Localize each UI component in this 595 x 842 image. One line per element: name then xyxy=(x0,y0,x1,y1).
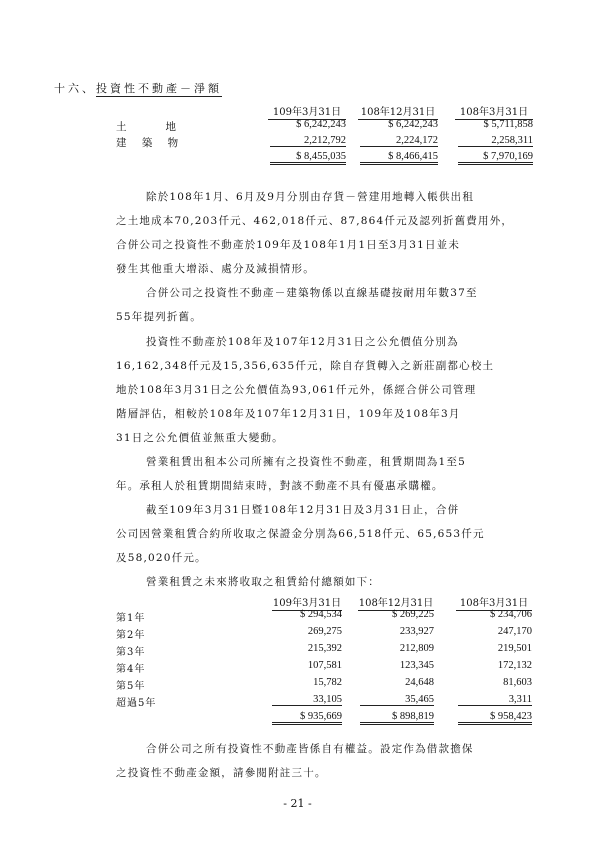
paragraph-line: 階層評估，相較於108年及107年12月31日，109年及108年3月 xyxy=(116,408,461,420)
table2-cell: 233,927 xyxy=(399,626,434,637)
paragraph-line: 除於108年1月、6月及9月分別由存貨－營建用地轉入帳供出租 xyxy=(146,191,475,203)
table2-total: $ 958,423 xyxy=(458,711,532,725)
table1-total: $ 8,455,035 xyxy=(270,151,346,165)
paragraph-line: 投資性不動產於108年及107年12月31日之公允價值分別為 xyxy=(146,336,459,348)
paragraph-line: 合併公司之投資性不動產於109年及108年1月1日至3月31日並未 xyxy=(116,239,461,251)
table2-cell: 107,581 xyxy=(307,660,342,671)
table2-row-label: 第2年 xyxy=(116,630,146,641)
table1-cell: 2,224,172 xyxy=(360,135,438,147)
section-title-text: 投資性不動產－淨額 xyxy=(96,82,222,95)
table1-header-3: 108年3月31日 xyxy=(455,103,533,120)
table2-cell: 3,311 xyxy=(458,694,532,706)
paragraph-line: 16,162,348仟元及15,356,635仟元，除自存貨轉入之新莊副都心校土 xyxy=(116,360,495,372)
table2-cell: 219,501 xyxy=(497,643,532,654)
table2-header-2: 108年12月31日 xyxy=(358,594,434,611)
paragraph-line: 發生其他重大增添、處分及減損情形。 xyxy=(116,263,315,275)
table1-cell: $ 6,242,243 xyxy=(296,119,346,130)
paragraph-line: 截至109年3月31日暨108年12月31日及3月31日止，合併 xyxy=(146,504,460,516)
table2-cell: 24,648 xyxy=(405,677,434,688)
table2-cell: 215,392 xyxy=(307,643,342,654)
paragraph-line: 地於108年3月31日之公允價值為93,061仟元外，係經合併公司管理 xyxy=(116,384,477,396)
paragraph-line: 營業租賃之未來將收取之租賃給付總額如下： xyxy=(146,576,380,588)
table1-cell: 2,212,792 xyxy=(270,135,346,147)
table1-row-label: 建 築 物 xyxy=(116,137,185,149)
table2-total: $ 898,819 xyxy=(360,711,434,725)
table2-row-label: 第4年 xyxy=(116,664,146,675)
paragraph-line: 及58,020仟元。 xyxy=(116,552,207,564)
paragraph-line: 31日之公允價值並無重大變動。 xyxy=(116,432,284,444)
table2-row-label: 第3年 xyxy=(116,647,146,658)
table2-header-3: 108年3月31日 xyxy=(456,594,532,611)
table1-total: $ 7,970,169 xyxy=(458,151,533,165)
paragraph-line: 之土地成本70,203仟元、462,018仟元、87,864仟元及認列折舊費用外， xyxy=(116,215,514,227)
table2-cell: 123,345 xyxy=(399,660,434,671)
table2-cell: $ 269,225 xyxy=(392,609,434,620)
table2-row-label: 超過5年 xyxy=(116,698,157,709)
table1-row-label: 土 地 xyxy=(116,121,182,133)
paragraph-line: 營業租賃出租本公司所擁有之投資性不動產，租賃期間為1至5 xyxy=(146,456,466,468)
table2-row-label: 第1年 xyxy=(116,613,146,624)
table1-header-2: 108年12月31日 xyxy=(358,103,438,120)
paragraph-line: 公司因營業租賃合約所收取之保證金分別為66,518仟元、65,653仟元 xyxy=(116,528,485,540)
table2-cell: $ 294,534 xyxy=(300,609,342,620)
table2-total: $ 935,669 xyxy=(272,711,342,725)
table1-total: $ 8,466,415 xyxy=(360,151,438,165)
paragraph-line: 合併公司之投資性不動產－建築物係以直線基礎按耐用年數37至 xyxy=(146,287,478,299)
table1-cell: $ 5,711,858 xyxy=(483,119,533,130)
table2-cell: 269,275 xyxy=(307,626,342,637)
table2-cell: 247,170 xyxy=(497,626,532,637)
table2-row-label: 第5年 xyxy=(116,681,146,692)
table2-cell: $ 234,706 xyxy=(490,609,532,620)
table2-cell: 35,465 xyxy=(360,694,434,706)
paragraph-line: 之投資性不動產金額，請參閱附註三十。 xyxy=(116,767,327,779)
paragraph-line: 55年提列折舊。 xyxy=(116,311,202,323)
paragraph-line: 年。承租人於租賃期間結束時，對該不動產不具有優惠承購權。 xyxy=(116,480,444,492)
table1-cell: 2,258,311 xyxy=(458,135,533,147)
table2-cell: 212,809 xyxy=(399,643,434,654)
table2-cell: 15,782 xyxy=(313,677,342,688)
table2-header-1: 109年3月31日 xyxy=(272,594,342,611)
section-title xyxy=(54,80,222,96)
table1-header-1: 109年3月31日 xyxy=(268,103,346,120)
paragraph-line: 合併公司之所有投資性不動產皆係自有權益。設定作為借款擔保 xyxy=(146,743,474,755)
table2-cell: 33,105 xyxy=(272,694,342,706)
table1-cell: $ 6,242,243 xyxy=(388,119,438,130)
table2-cell: 81,603 xyxy=(503,677,532,688)
table2-cell: 172,132 xyxy=(497,660,532,671)
page-number: - 21 - xyxy=(283,797,312,810)
section-title-prefix: 十六、 xyxy=(54,82,96,95)
